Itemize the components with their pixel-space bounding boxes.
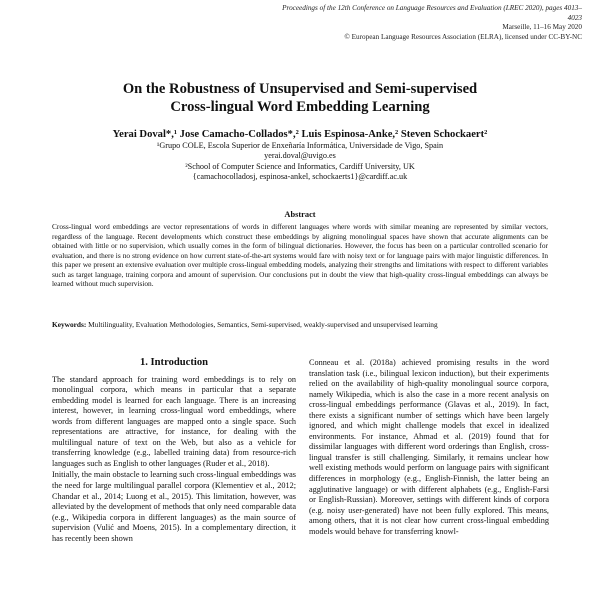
affiliation-2: ²School of Computer Science and Informatics, Cardiff University, UK (185, 161, 415, 171)
conference-header (282, 4, 582, 42)
copyright-line: © European Language Resources Association (ELRA), licensed under CC-BY-NC (344, 32, 582, 41)
keywords-label: Keywords: (52, 320, 87, 329)
paper-title (0, 80, 600, 116)
right-column (309, 358, 549, 537)
intro-paragraph-2: Initially, the main obstacle to learning such cross-lingual embeddings was the need for large multilingual parallel corpora (Klementiev et al., 2012; Chandar et al., 2014; Luong et al., 2015). This limitation, however, was alleviated by the development of methods that only need comparable data (e.g., Wikipedia corpora in different languages) as the main source of supervision (Vulić and Moens, 2015). In a complementary direction, it has recently been shown (52, 470, 296, 543)
affiliation-1: ¹Grupo COLE, Escola Superior de Enxeñaría Informática, Universidade de Vigo, Spain (156, 141, 444, 150)
title-line-1: On the Robustness of Unsupervised and Semi-supervised (122, 81, 478, 97)
abstract-heading: Abstract (284, 210, 316, 219)
left-column (52, 358, 296, 544)
email-1: yerai.doval@uvigo.es (264, 151, 336, 161)
title-line-2: Cross-lingual Word Embedding Learning (170, 99, 430, 115)
location-line: Marseille, 11–16 May 2020 (502, 23, 582, 31)
proceedings-line: Proceedings of the 12th Conference on Language Resources and Evaluation (LREC 2020), pages 4013–4023 (282, 4, 582, 22)
author-block (0, 128, 600, 183)
author-list: Yerai Doval*,¹ Jose Camacho-Collados*,² Luis Espinosa-Anke,² Steven Schockaert² (112, 129, 488, 140)
email-2: {camachocolladosj, espinosa-ankel, schockaerts1}@cardiff.ac.uk (192, 172, 408, 182)
keywords-list: Multilinguality, Evaluation Methodologies, Semantics, Semi-supervised, weakly-supervised and unsupervised learning (88, 320, 438, 329)
keywords (52, 320, 548, 330)
intro-paragraph-3: Conneau et al. (2018a) achieved promising results in the word translation task (i.e., bilingual lexicon induction), but their experiments relied on the availability of high-quality monolingual source corpora, namely Wikipedia, which is also the case in a more recent analysis on cross-lingual embeddings performance (Glavas et al., 2019). In fact, there exists a significant number of settings which have been largely ignored, and which might challenge models that excel in idealized environments. For instance, Ahmad et al. (2019) found that for dissimilar languages with different word orderings than English, cross-lingual transfer is still challenging. Similarly, it remains unclear how well existing methods would perform on language pairs with significant differences in morphology (e.g., English-Finnish, the latter being an agglutinative language) or with different alphabets (e.g., English-Farsi or English-Russian). Moreover, settings with different kinds of corpora (e.g. noisy user-generated) have not been fully explored. This means, among others, that it is not clear how current cross-lingual embedding models would behave for transferring knowl- (309, 358, 549, 536)
intro-paragraph-1: The standard approach for training word embeddings is to rely on monolingual corpora, which means in particular that a separate embedding model is learned for each language. There is an increasing interest, however, in learning cross-lingual word embeddings, where words from different languages are mapped onto a single space. Such representations are attractive, for instance, for dealing with the multilingual nature of text on the Web, but also as a vehicle for transferring knowledge (e.g., labelled training data) from resource-rich languages such as English to other languages (Ruder et al., 2018). (52, 374, 296, 468)
abstract-text: Cross-lingual word embeddings are vector representations of words in different languages where words with similar meaning are represented by similar vectors, regardless of the language. Recent developments which construct these embeddings by aligning monolingual spaces have shown that accurate alignments can be obtained with little or no supervision, which usually comes in the form of bilingual dictionaries. However, the focus has been on a particular controlled scenario for evaluation, and there is no strong evidence on how current state-of-the-art systems would fare with noisy text or for language pairs with major linguistic differences. In this paper we present an extensive evaluation over multiple cross-lingual embedding models, analyzing their strengths and limitations with respect to different variables such as target language, training corpora and amount of supervision. Our conclusions put in doubt the view that high-quality cross-lingual embeddings can always be learned without much supervision. (52, 222, 548, 289)
section-heading: 1. Introduction (139, 357, 209, 368)
